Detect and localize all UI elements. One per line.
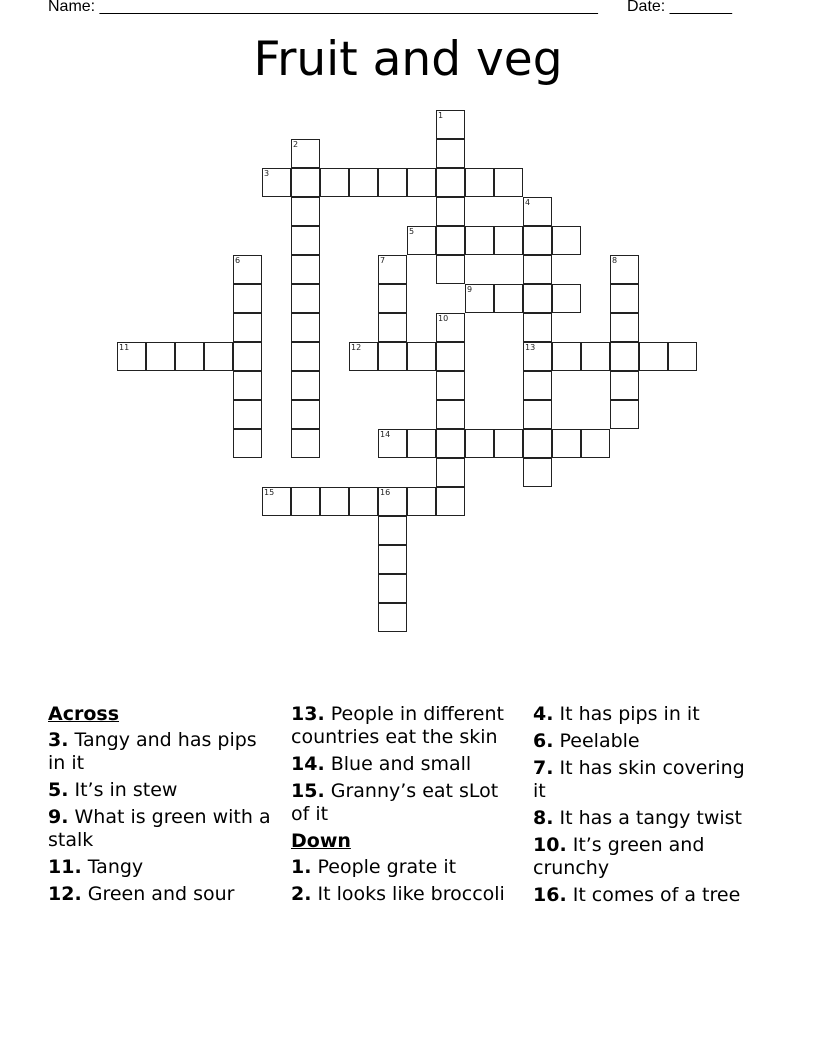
- grid-cell[interactable]: [523, 400, 552, 429]
- grid-cell[interactable]: [233, 429, 262, 458]
- grid-cell[interactable]: [523, 313, 552, 342]
- puzzle-title: Fruit and veg: [253, 32, 563, 87]
- grid-cell[interactable]: [465, 226, 494, 255]
- clue-text: Peelable: [559, 730, 640, 752]
- across-heading: Across: [48, 703, 120, 725]
- cell-number: 9: [467, 285, 473, 294]
- grid-cell[interactable]: [378, 313, 407, 342]
- grid-cell[interactable]: [233, 342, 262, 371]
- grid-cell[interactable]: [291, 168, 320, 197]
- clues-column-3: [533, 703, 763, 911]
- grid-cell[interactable]: [610, 255, 639, 284]
- clue-text: It has skin covering it: [533, 757, 745, 802]
- grid-cell[interactable]: [233, 371, 262, 400]
- grid-cell[interactable]: [291, 313, 320, 342]
- clue-number: 16.: [533, 884, 567, 906]
- clue-text: What is green with a stalk: [48, 806, 271, 851]
- clue-text: Tangy and has pips in it: [48, 729, 257, 774]
- clue-down-6: [533, 730, 763, 753]
- grid-cell[interactable]: [291, 197, 320, 226]
- grid-cell[interactable]: [436, 168, 465, 197]
- grid-cell[interactable]: [233, 255, 262, 284]
- grid-cell[interactable]: [494, 429, 523, 458]
- clue-number: 2.: [291, 883, 312, 905]
- clue-across-12: [48, 883, 278, 906]
- grid-cell[interactable]: [494, 226, 523, 255]
- grid-cell[interactable]: [407, 429, 436, 458]
- cell-number: 13: [525, 343, 536, 352]
- clue-across-13: [291, 703, 521, 749]
- grid-cell[interactable]: [465, 284, 494, 313]
- cell-number: 10: [438, 314, 449, 323]
- grid-cell[interactable]: [378, 342, 407, 371]
- grid-cell[interactable]: [436, 139, 465, 168]
- grid-cell[interactable]: [523, 429, 552, 458]
- name-field-label: Name: ________________________________________________________: [48, 0, 598, 15]
- grid-cell[interactable]: [610, 342, 639, 371]
- cell-number: 15: [264, 488, 275, 497]
- clue-across-15: [291, 780, 521, 826]
- cell-number: 3: [264, 169, 270, 178]
- grid-cell[interactable]: [436, 226, 465, 255]
- grid-cell[interactable]: [610, 313, 639, 342]
- down-heading: Down: [291, 830, 351, 852]
- grid-cell[interactable]: [436, 487, 465, 516]
- cell-number: 14: [380, 430, 391, 439]
- clue-down-10: [533, 834, 763, 880]
- grid-cell[interactable]: [349, 487, 378, 516]
- grid-cell[interactable]: [378, 284, 407, 313]
- grid-cell[interactable]: [436, 400, 465, 429]
- clue-number: 12.: [48, 883, 82, 905]
- grid-cell[interactable]: [378, 168, 407, 197]
- grid-cell[interactable]: [523, 226, 552, 255]
- cell-number: 5: [409, 227, 415, 236]
- grid-cell[interactable]: [552, 226, 581, 255]
- grid-cell[interactable]: [291, 226, 320, 255]
- grid-cell[interactable]: [552, 342, 581, 371]
- clue-number: 6.: [533, 730, 554, 752]
- clue-text: Green and sour: [87, 883, 235, 905]
- grid-cell[interactable]: [378, 574, 407, 603]
- grid-cell[interactable]: [349, 342, 378, 371]
- grid-cell[interactable]: [233, 400, 262, 429]
- clue-down-1: [291, 856, 521, 879]
- date-field-label: Date: _______: [627, 0, 732, 15]
- grid-cell[interactable]: [291, 371, 320, 400]
- grid-cell[interactable]: [291, 139, 320, 168]
- cell-number: 11: [119, 343, 130, 352]
- clue-text: Tangy: [87, 856, 144, 878]
- cell-number: 6: [235, 256, 241, 265]
- grid-cell[interactable]: [378, 487, 407, 516]
- grid-cell[interactable]: [436, 371, 465, 400]
- grid-cell[interactable]: [523, 284, 552, 313]
- grid-cell[interactable]: [320, 487, 349, 516]
- clue-number: 5.: [48, 779, 69, 801]
- grid-cell[interactable]: [320, 168, 349, 197]
- grid-cell[interactable]: [552, 284, 581, 313]
- clue-text: It looks like broccoli: [317, 883, 505, 905]
- grid-cell[interactable]: [436, 342, 465, 371]
- grid-cell[interactable]: [494, 284, 523, 313]
- grid-cell[interactable]: [407, 487, 436, 516]
- grid-cell[interactable]: [523, 342, 552, 371]
- grid-cell[interactable]: [436, 429, 465, 458]
- clue-text: It’s in stew: [74, 779, 178, 801]
- grid-cell[interactable]: [668, 342, 697, 371]
- clues-column-1: [48, 703, 278, 910]
- grid-cell[interactable]: [465, 429, 494, 458]
- grid-cell[interactable]: [262, 168, 291, 197]
- grid-cell[interactable]: [407, 342, 436, 371]
- grid-cell[interactable]: [204, 342, 233, 371]
- cell-number: 7: [380, 256, 386, 265]
- clue-number: 9.: [48, 806, 69, 828]
- grid-cell[interactable]: [436, 313, 465, 342]
- cell-number: 1: [438, 111, 444, 120]
- cell-number: 8: [612, 256, 618, 265]
- clue-text: Blue and small: [330, 753, 472, 775]
- grid-cell[interactable]: [291, 284, 320, 313]
- clue-number: 1.: [291, 856, 312, 878]
- clue-text: It has a tangy twist: [559, 807, 742, 829]
- grid-cell[interactable]: [494, 168, 523, 197]
- grid-cell[interactable]: [465, 168, 494, 197]
- grid-cell[interactable]: [378, 516, 407, 545]
- clue-text: It has pips in it: [559, 703, 700, 725]
- clue-number: 7.: [533, 757, 554, 779]
- clue-number: 11.: [48, 856, 82, 878]
- grid-cell[interactable]: [291, 255, 320, 284]
- grid-cell[interactable]: [291, 429, 320, 458]
- clue-number: 10.: [533, 834, 567, 856]
- grid-cell[interactable]: [436, 110, 465, 139]
- clue-text: It’s green and crunchy: [533, 834, 705, 879]
- clue-down-2: [291, 883, 521, 906]
- cell-number: 4: [525, 198, 531, 207]
- grid-cell[interactable]: [117, 342, 146, 371]
- grid-cell[interactable]: [378, 429, 407, 458]
- grid-cell[interactable]: [407, 168, 436, 197]
- cell-number: 2: [293, 140, 299, 149]
- grid-cell[interactable]: [378, 255, 407, 284]
- clue-across-3: [48, 729, 278, 775]
- clue-down-4: [533, 703, 763, 726]
- grid-cell[interactable]: [436, 458, 465, 487]
- grid-cell[interactable]: [436, 255, 465, 284]
- grid-cell[interactable]: [233, 313, 262, 342]
- clue-across-5: [48, 779, 278, 802]
- clue-across-14: [291, 753, 521, 776]
- grid-cell[interactable]: [291, 487, 320, 516]
- clue-down-8: [533, 807, 763, 830]
- clue-number: 3.: [48, 729, 69, 751]
- clue-text: People grate it: [317, 856, 457, 878]
- clue-across-9: [48, 806, 278, 852]
- clue-across-11: [48, 856, 278, 879]
- grid-cell[interactable]: [639, 342, 668, 371]
- grid-cell[interactable]: [291, 342, 320, 371]
- grid-cell[interactable]: [349, 168, 378, 197]
- grid-cell[interactable]: [407, 226, 436, 255]
- grid-cell[interactable]: [262, 487, 291, 516]
- clue-number: 4.: [533, 703, 554, 725]
- grid-cell[interactable]: [436, 197, 465, 226]
- grid-cell[interactable]: [523, 197, 552, 226]
- grid-cell[interactable]: [378, 545, 407, 574]
- grid-cell[interactable]: [233, 284, 262, 313]
- cell-number: 16: [380, 488, 391, 497]
- grid-cell[interactable]: [523, 371, 552, 400]
- grid-cell[interactable]: [175, 342, 204, 371]
- cell-number: 12: [351, 343, 362, 352]
- grid-cell[interactable]: [581, 429, 610, 458]
- clues-column-2: [291, 703, 521, 910]
- clue-down-16: [533, 884, 763, 907]
- clue-text: Granny’s eat sLot of it: [291, 780, 499, 825]
- clue-number: 14.: [291, 753, 325, 775]
- clue-number: 15.: [291, 780, 325, 802]
- clue-number: 8.: [533, 807, 554, 829]
- grid-cell[interactable]: [523, 458, 552, 487]
- grid-cell[interactable]: [291, 400, 320, 429]
- grid-cell[interactable]: [610, 400, 639, 429]
- grid-cell[interactable]: [610, 284, 639, 313]
- clue-text: People in different countries eat the skin: [291, 703, 504, 748]
- clue-number: 13.: [291, 703, 325, 725]
- grid-cell[interactable]: [610, 371, 639, 400]
- clue-text: It comes of a tree: [572, 884, 741, 906]
- grid-cell[interactable]: [552, 429, 581, 458]
- clue-down-7: [533, 757, 763, 803]
- grid-cell[interactable]: [146, 342, 175, 371]
- grid-cell[interactable]: [523, 255, 552, 284]
- grid-cell[interactable]: [581, 342, 610, 371]
- grid-cell[interactable]: [378, 603, 407, 632]
